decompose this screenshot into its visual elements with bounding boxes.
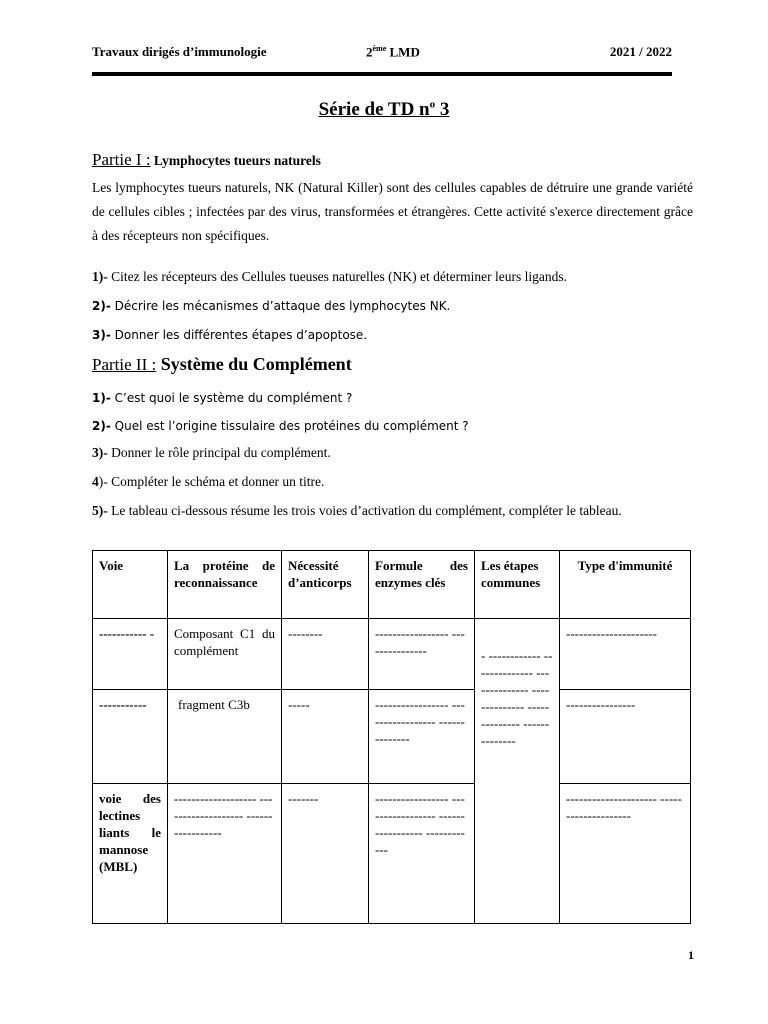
header-cell-voie: Voie <box>93 551 168 619</box>
header-cell-etapes: Les étapes communes <box>475 551 560 619</box>
table-row <box>93 784 691 924</box>
part2-subtitle: Système du Complément <box>156 354 352 374</box>
table-cell: ------------------- ------------------- ----------------- <box>168 784 282 924</box>
part2-question-3: 3)- Donner le rôle principal du complément. <box>92 445 331 460</box>
header-cell-anticorps: Nécessité d’anticorps <box>282 551 369 619</box>
table-cell: ----------------- ----------------- -------------- <box>369 690 475 784</box>
part2-question-4: 4)- Compléter le schéma et donner un titre. <box>92 474 325 489</box>
part1-question-3: 3)- Donner les différentes étapes d’apoptose. <box>92 328 368 342</box>
header-rule <box>92 72 672 76</box>
header-level: 2ème LMD <box>366 44 420 60</box>
table-cell: ----------- - <box>93 619 168 690</box>
table-cell: --------------------- -------------------- <box>560 784 691 924</box>
header-course: Travaux dirigés d’immunologie <box>92 44 267 59</box>
table-cell: fragment C3b <box>168 690 282 784</box>
table-cell: Composant C1 du complément <box>168 619 282 690</box>
header-cell-enzymes: Formule des enzymes clés <box>369 551 475 619</box>
part2-question-1: 1)- C’est quoi le système du complément ? <box>92 391 353 405</box>
table-header-row <box>93 551 691 619</box>
part1-label: Partie I : <box>92 150 151 169</box>
part1-paragraph: Les lymphocytes tueurs naturels, NK (Natural Killer) sont des cellules capables de détruire une grande variété de cellules cibles ; infectées par des virus, transformées et étrangères. Cette activité s'exerce directement grâce à des récepteurs non spécifiques. <box>92 180 693 243</box>
table-cell: ----------------- --------------- <box>369 619 475 690</box>
table-cell: --------------------- <box>560 619 691 690</box>
part2-label: Partie II : <box>92 355 157 374</box>
header-year: 2021 / 2022 <box>609 44 672 59</box>
table-row <box>93 690 691 784</box>
table-cell: ------- <box>282 784 369 924</box>
part1-heading <box>92 150 693 170</box>
part2-question-2: 2)- Quel est l’origine tissulaire des protéines du complément ? <box>92 419 469 433</box>
table-cell: ---------------- <box>560 690 691 784</box>
page-number: 1 <box>688 948 694 962</box>
page-title: Série de TD $n^o$ 3 <box>318 99 450 121</box>
table-cell: ----- <box>282 690 369 784</box>
part1-question-2: 2)- Décrire les mécanismes d’attaque des lymphocytes NK. <box>92 299 451 313</box>
common-steps-cell: - ------------ -------------- -------------- -------------- -------------- -------------- <box>475 619 560 924</box>
header-cell-immunite: Type d'immunité <box>560 551 691 619</box>
header-cell-proteine: La protéine de reconnaissance <box>168 551 282 619</box>
part2-heading <box>92 354 693 375</box>
table-cell: voie des lectines liants le mannose (MBL) <box>93 784 168 924</box>
table-row <box>93 619 691 690</box>
table-cell: ----------------- ----------------- ----------------- ------------ <box>369 784 475 924</box>
part1-subtitle: Lymphocytes tueurs naturels <box>150 153 321 168</box>
table-cell: -------- <box>282 619 369 690</box>
table-cell: ----------- <box>93 690 168 784</box>
part1-question-1: 1)- Citez les récepteurs des Cellules tueuses naturelles (NK) et déterminer leurs ligands. <box>92 269 567 284</box>
part2-question-5: 5)- Le tableau ci-dessous résume les trois voies d’activation du complément, compléter le tableau. <box>92 503 622 518</box>
activation-pathways-table <box>92 550 691 924</box>
